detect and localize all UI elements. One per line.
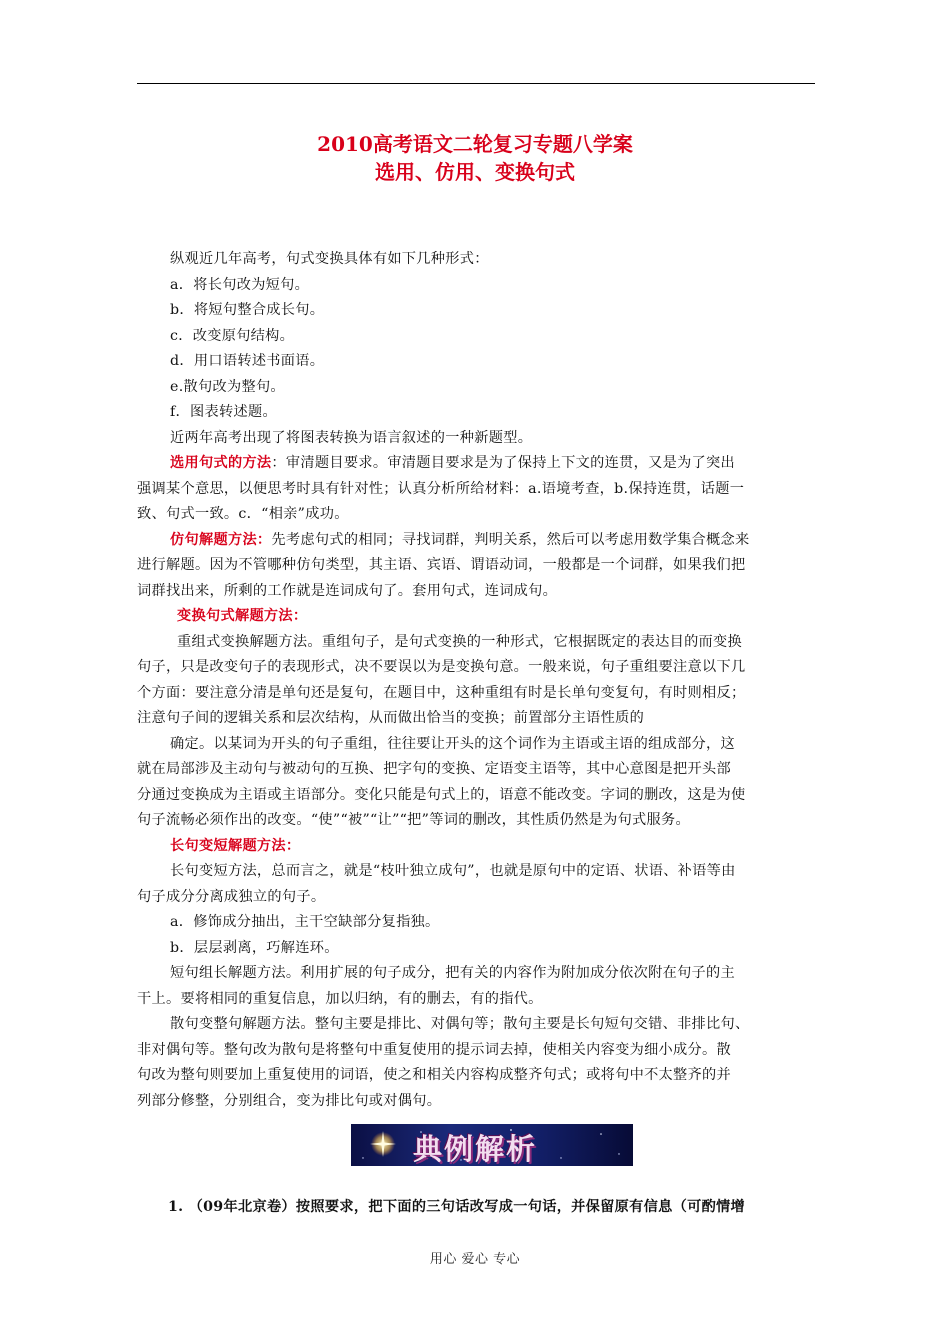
shorten-heading: 长句变短解题方法： <box>170 837 301 854</box>
transform-line: 句子，只是改变句子的表现形式，决不要误以为是变换句意。一般来说，句子重组要注意以下几 <box>137 659 746 675</box>
form-item: d．用口语转述书面语。 <box>170 353 325 369</box>
form-item: e.散句改为整句。 <box>170 378 285 395</box>
doc-subtitle: 选用、仿用、变换句式 <box>375 160 575 184</box>
form-item: c．改变原句结构。 <box>170 327 295 344</box>
doc-body <box>137 247 817 1114</box>
form-item: a．将长句改为短句。 <box>170 276 310 293</box>
select-text: ：审清题目要求。审清题目要求是为了保持上下文的连贯，又是为了突出 <box>271 455 736 471</box>
scatter-line: 句改为整句则要加上重复使用的词语，使之和相关内容构成整齐句式；或将句中不太整齐的并 <box>137 1067 731 1083</box>
imitate-paragraph-line <box>137 528 817 554</box>
scatter-line: 散句变整句解题方法。整句主要是排比、对偶句等；散句主要是长句短句交错、非排比句、 <box>170 1016 750 1032</box>
shorten-line: a．修饰成分抽出，主干空缺部分复指独。 <box>170 914 440 930</box>
sparkle-icon <box>369 1130 397 1158</box>
imitate-heading: 仿句解题方法： <box>170 531 272 548</box>
shorten-line: 长句变短方法，总而言之，就是“枝叶独立成句”，也就是原句中的定语、状语、补语等由 <box>170 863 736 879</box>
transform-line: 句子流畅必须作出的改变。“使”“被”“让”“把”等词的删改，其性质仍然是为句式服务。 <box>137 812 691 828</box>
transform-line: 确定。以某词为开头的句子重组，往往要让开头的这个词作为主语或主语的组成部分，这 <box>170 735 736 752</box>
transform-line: 个方面：要注意分清是单句还是复句，在题目中，这种重组有时是长单句变复句，有时则相反； <box>137 684 746 701</box>
header-rule <box>137 83 815 84</box>
imitate-text: 先考虑句式的相同；寻找词群，判明关系，然后可以考虑用数学集合概念来 <box>271 531 750 548</box>
scatter-line: 列部分修整，分别组合，变为排比句或对偶句。 <box>137 1092 442 1109</box>
select-paragraph-line: 强调某个意思，以便思考时具有针对性；认真分析所给材料：a.语境考查，b.保持连贯，话题一 <box>137 480 745 497</box>
select-paragraph-line: 致、句式一致。c．“相亲”成功。 <box>137 506 349 522</box>
intro-text: 纵观近几年高考，句式变换具体有如下几种形式： <box>170 251 489 267</box>
question-1: 1. （09年北京卷）按照要求，把下面的三句话改写成一句话，并保留原有信息（可酌情增 <box>168 1199 746 1215</box>
form-item: b．将短句整合成长句。 <box>170 302 325 318</box>
examples-banner <box>351 1124 633 1166</box>
transform-line: 重组式变换解题方法。重组句子，是句式变换的一种形式，它根据既定的表达目的而变换 <box>177 633 743 650</box>
lengthen-line: 干上。要将相同的重复信息，加以归纳，有的删去，有的指代。 <box>137 990 543 1007</box>
lengthen-line: 短句组长解题方法。利用扩展的句子成分，把有关的内容作为附加成分依次附在句子的主 <box>170 965 736 981</box>
shorten-line: 句子成分分离成独立的句子。 <box>137 888 326 905</box>
imitate-paragraph-line: 进行解题。因为不管哪种仿句类型，其主语、宾语、谓语动词，一般都是一个词群，如果我们把 <box>137 557 746 573</box>
chart-note: 近两年高考出现了将图表转换为语言叙述的一种新题型。 <box>170 429 533 446</box>
select-paragraph-line <box>137 451 817 477</box>
form-item: f．图表转述题。 <box>170 404 277 420</box>
select-heading: 选用句式的方法 <box>170 455 272 471</box>
transform-line: 分通过变换成为主语或主语部分。变化只能是句式上的，语意不能改变。字词的删改，这是为使 <box>137 786 746 803</box>
transform-line: 就在局部涉及主动句与被动句的互换、把字句的变换、定语变主语等，其中心意图是把开头部 <box>137 761 731 777</box>
transform-heading: 变换句式解题方法： <box>177 608 308 624</box>
imitate-paragraph-line: 词群找出来，所剩的工作就是连词成句了。套用句式，连词成句。 <box>137 582 558 599</box>
transform-line: 注意句子间的逻辑关系和层次结构，从而做出恰当的变换；前置部分主语性质的 <box>137 710 645 726</box>
page-footer: 用心 爱心 专心 <box>429 1252 521 1267</box>
scatter-line: 非对偶句等。整句改为散句是将整句中重复使用的提示词去掉，使相关内容变为细小成分。散 <box>137 1041 731 1058</box>
shorten-line: b．层层剥离，巧解连环。 <box>170 939 339 956</box>
doc-title: 2010高考语文二轮复习专题八学案 <box>317 132 633 156</box>
banner-title: 典例解析 <box>413 1132 538 1166</box>
